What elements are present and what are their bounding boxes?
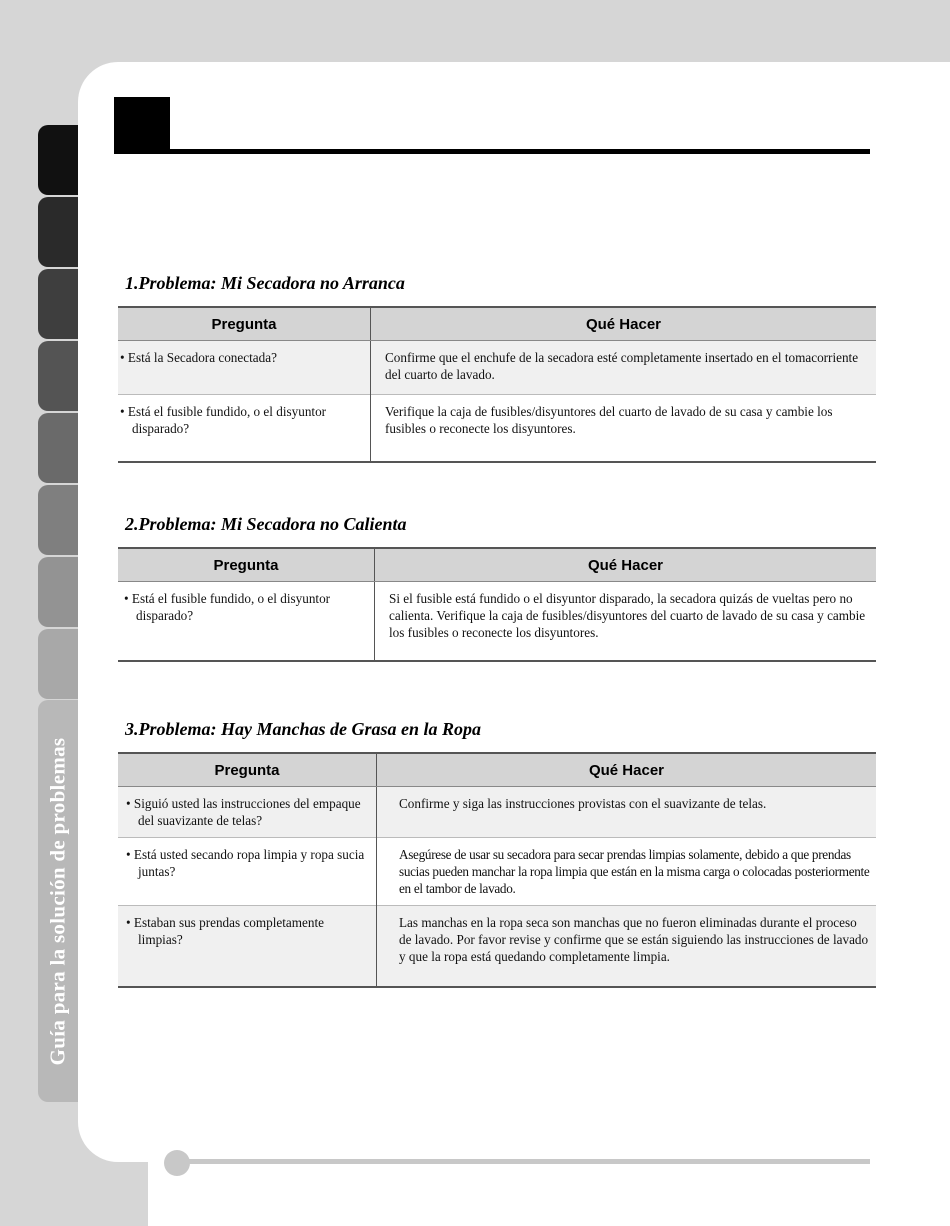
answer-cell: Las manchas en la ropa seca son manchas que no fueron eliminadas durante el proceso de lavado. Por favor revise y confirme que se están siguiendo las instrucciones de lavado y que la ropa está quedando completamente limpia. <box>377 906 877 988</box>
column-header-action: Qué Hacer <box>375 548 877 582</box>
table-row <box>118 906 876 988</box>
table-header <box>118 307 876 341</box>
answer-cell: Confirme y siga las instrucciones provistas con el suavizante de telas. <box>377 787 877 838</box>
side-tab-label-wrapper <box>38 700 78 1102</box>
column-header-question: Pregunta <box>118 307 371 341</box>
problem-3-title: 3.Problema: Hay Manchas de Grasa en la Ropa <box>125 719 482 739</box>
question-cell: • Está el fusible fundido, o el disyuntor disparado? <box>118 582 375 662</box>
table-header <box>118 753 876 787</box>
answer-cell: Asegúrese de usar su secadora para secar prendas limpias solamente, debido a que prendas sucias pueden manchar la ropa limpia que están en la misma carga o colocadas posteriormente en el tambor de lavado. <box>377 838 877 906</box>
table-row <box>118 787 876 838</box>
question-cell: • Estaban sus prendas completamente limpias? <box>118 906 377 988</box>
column-header-action: Qué Hacer <box>377 753 877 787</box>
footer-rule <box>176 1159 870 1164</box>
column-header-question: Pregunta <box>118 548 375 582</box>
footer-page-marker <box>164 1150 190 1176</box>
problem-2-title: 2.Problema: Mi Secadora no Calienta <box>125 514 407 534</box>
table-row <box>118 395 876 463</box>
column-header-action: Qué Hacer <box>371 307 877 341</box>
question-cell: • Siguió usted las instrucciones del empaque del suavizante de telas? <box>118 787 377 838</box>
problem-3-table <box>118 752 876 988</box>
answer-cell: Verifique la caja de fusibles/disyuntores del cuarto de lavado de su casa y cambie los fusibles o reconecte los disyuntores. <box>371 395 877 463</box>
problem-2-table <box>118 547 876 662</box>
answer-cell: Si el fusible está fundido o el disyuntor disparado, la secadora quizás de vueltas pero no calienta. Verifique la caja de fusibles/disyuntores del cuarto de lavado de su casa y cambie los fusibles o reconecte los disyuntores. <box>375 582 877 662</box>
table-row <box>118 582 876 662</box>
side-tab-label: Guía para la solución de problemas <box>45 737 70 1065</box>
table-header <box>118 548 876 582</box>
table-row <box>118 341 876 395</box>
problem-1-table <box>118 306 876 463</box>
problem-1-title: 1.Problema: Mi Secadora no Arranca <box>125 273 405 293</box>
column-header-question: Pregunta <box>118 753 377 787</box>
question-cell: • Está el fusible fundido, o el disyuntor disparado? <box>118 395 371 463</box>
question-cell: • Está la Secadora conectada? <box>118 341 371 395</box>
header-marker-block <box>114 97 170 153</box>
answer-cell: Confirme que el enchufe de la secadora esté completamente insertado en el tomacorriente del cuarto de lavado. <box>371 341 877 395</box>
question-cell: • Está usted secando ropa limpia y ropa sucia juntas? <box>118 838 377 906</box>
table-row <box>118 838 876 906</box>
header-rule <box>114 149 870 154</box>
